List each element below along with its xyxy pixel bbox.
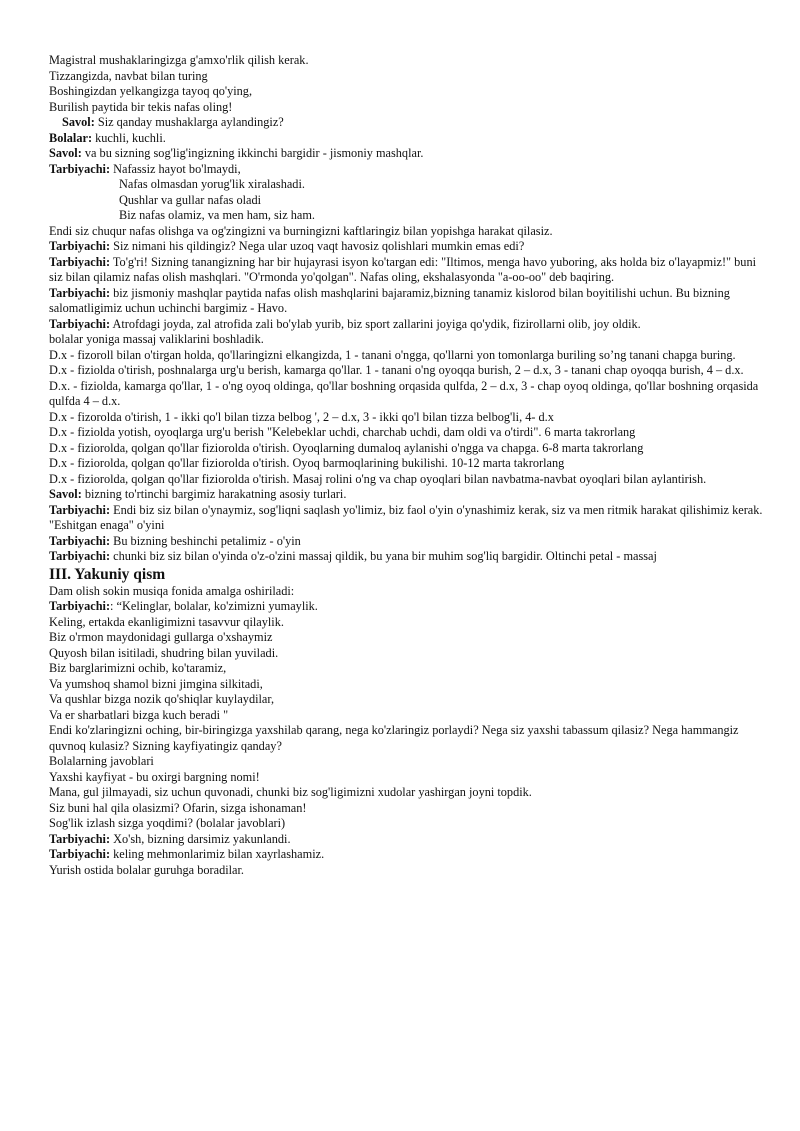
speaker-label: Savol: — [62, 115, 95, 129]
line-text: D.x. - fiziolda, kamarga qo'llar, 1 - o'ng oyoq oldinga, qo'llar boshning orqasida qulfda, 2 – d.x, 3 - chap oyoq oldinga, qo'llar boshning orqasida qulfda 4 – d.x. — [49, 378, 759, 408]
line-text: va bu sizning sog'lig'ingizning ikkinchi bargidir - jismoniy mashqlar. — [81, 146, 424, 160]
line-text: Endi siz chuqur nafas olishga va og'zingizni va burningizni kaftlaringiz bilan yopishga harakat qilasiz. — [49, 223, 553, 238]
speaker-label: Savol: — [49, 146, 82, 160]
paragraph-line — [49, 630, 771, 646]
section-heading: III. Yakuniy qism — [49, 565, 166, 583]
line-text: Tizzangizda, navbat bilan turing — [49, 68, 208, 83]
paragraph-line — [49, 84, 771, 100]
paragraph-line — [49, 162, 771, 178]
line-text: keling mehmonlarimiz bilan xayrlashamiz. — [110, 847, 325, 861]
line-text: D.x - fiziolda o'tirish, poshnalarga urg'u berish, kamarga qo'llar. 1 - tanani o'ng oyoqqa burish, 2 – d.x, 3 - tanani chap oyoqqa burish, 4 – d.x. — [49, 363, 744, 377]
paragraph-line — [49, 723, 771, 754]
document-body — [49, 53, 771, 878]
line-text: Siz qanday mushaklarga aylandingiz? — [94, 115, 284, 129]
paragraph-line — [49, 255, 771, 286]
line-text: Xo'sh, bizning darsimiz yakunlandi. — [110, 831, 291, 846]
paragraph-line — [49, 708, 771, 724]
paragraph-line — [49, 286, 771, 317]
paragraph-line — [49, 677, 771, 693]
line-text: Yaxshi kayfiyat - bu oxirgi bargning nomi! — [49, 769, 260, 784]
line-text: D.x - fizoroll bilan o'tirgan holda, qo'llaringizni elkangizda, 1 - tanani o'ngga, qo'llarni yon tomonlarga buriling so’ng tanani chapga buring. — [49, 347, 736, 362]
line-text: Bu bizning beshinchi petalimiz - o'yin — [110, 533, 301, 548]
paragraph-line — [49, 816, 771, 832]
paragraph-line — [49, 770, 771, 786]
line-text: Quyosh bilan isitiladi, shudring bilan yuviladi. — [49, 645, 279, 660]
paragraph-line — [49, 832, 771, 848]
paragraph-line — [49, 661, 771, 677]
speaker-label: Tarbiyachi: — [49, 502, 111, 517]
line-text: "Eshitgan enaga" o'yini — [49, 518, 165, 532]
line-text: Va er sharbatlari bizga kuch beradi " — [49, 707, 229, 722]
line-text: D.x - fizorolda o'tirish, 1 - ikki qo'l bilan tizza belbog ', 2 – d.x, 3 - ikki qo'l bilan tizza belbog'li, 4- d.x — [49, 409, 554, 424]
paragraph-line — [49, 379, 771, 410]
line-text: : “Kelinglar, bolalar, ko'zimizni yumaylik. — [110, 599, 318, 613]
line-text: Boshingizdan yelkangizga tayoq qo'ying, — [49, 84, 253, 98]
paragraph-line — [49, 146, 771, 162]
paragraph-line — [49, 534, 771, 550]
paragraph-line — [49, 615, 771, 631]
line-text: Endi ko'zlaringizni oching, bir-biringizga yaxshilab qarang, nega ko'zlaringiz porlaydi? Nega siz yaxshi tabassum qilasiz? Nega hammangiz quvnoq kulasiz? Sizning kayfiyatingiz qanday? — [49, 723, 739, 753]
line-text: Keling, ertakda ekanligimizni tasavvur qilaylik. — [49, 614, 284, 629]
line-text: D.x - fiziorolda, qolgan qo'llar fiziorolda o'tirish. Oyoq barmoqlarining bukilishi. 10-12 marta takrorlang — [49, 456, 565, 470]
paragraph-line — [49, 646, 771, 662]
line-text: Sog'lik izlash sizga yoqdimi? (bolalar javoblari) — [49, 816, 286, 830]
line-text: Va qushlar bizga nozik qo'shiqlar kuylaydilar, — [49, 692, 275, 706]
paragraph-line — [49, 363, 771, 379]
paragraph-line — [49, 239, 771, 255]
paragraph-line — [49, 599, 771, 615]
speaker-label: Tarbiyachi: — [49, 599, 111, 613]
paragraph-line — [49, 177, 771, 193]
line-text: Biz barglarimizni ochib, ko'taramiz, — [49, 661, 227, 675]
paragraph-line — [49, 410, 771, 426]
speaker-label: Tarbiyachi: — [49, 549, 111, 563]
line-text: Nafassiz hayot bo'lmaydi, — [110, 161, 241, 176]
paragraph-line — [49, 487, 771, 503]
paragraph-line — [49, 472, 771, 488]
line-text: D.x - fiziorolda, qolgan qo'llar fiziorolda o'tirish. Oyoqlarning dumaloq aylanishi o'ngga va chapga. 6-8 marta takrorlang — [49, 440, 644, 455]
line-text: D.x - fiziolda yotish, oyoqlarga urg'u berish "Kelebeklar uchdi, charchab uchdi, dam oldi va o'tirdi". 6 marta takrorlang — [49, 425, 636, 439]
line-text: Siz nimani his qildingiz? Nega ular uzoq vaqt havosiz qolishlari mumkin emas edi? — [110, 239, 525, 253]
paragraph-line — [49, 584, 771, 600]
speaker-label: Savol: — [49, 487, 82, 501]
paragraph-line — [49, 115, 771, 131]
line-text: Biz o'rmon maydonidagi gullarga o'xshaymiz — [49, 630, 273, 644]
speaker-label: Tarbiyachi: — [49, 831, 111, 846]
speaker-label: Tarbiyachi: — [49, 239, 111, 253]
paragraph-line — [49, 549, 771, 565]
line-text: chunki biz siz bilan o'yinda o'z-o'zini massaj qildik, bu yana bir muhim sog'liq bargidir. Oltinchi petal - massaj — [110, 549, 657, 563]
paragraph-line — [49, 332, 771, 348]
line-text: biz jismoniy mashqlar paytida nafas olish mashqlarini bajaramiz,bizning tanamiz kislorod bilan boyitilishi uchun. Bu bizning salomatligimiz uchun uchinchi bargimiz - Havo. — [49, 285, 730, 315]
paragraph-line — [49, 692, 771, 708]
paragraph-line — [49, 193, 771, 209]
section-conclusion — [49, 584, 771, 879]
paragraph-line — [49, 69, 771, 85]
line-text: bizning to'rtinchi bargimiz harakatning asosiy turlari. — [81, 487, 347, 501]
paragraph-line — [49, 348, 771, 364]
line-text: Biz nafas olamiz, va men ham, siz ham. — [119, 208, 316, 222]
paragraph-line — [49, 224, 771, 240]
speaker-label: Tarbiyachi: — [49, 316, 111, 331]
paragraph-line — [49, 801, 771, 817]
line-text: Dam olish sokin musiqa fonida amalga oshiriladi: — [49, 583, 295, 598]
paragraph-line — [49, 754, 771, 770]
line-text: kuchli, kuchli. — [92, 130, 166, 145]
line-text: To'g'ri! Sizning tanangizning har bir hujayrasi isyon ko'targan edi: "Iltimos, menga havo yuboring, aks holda biz o'layapmiz!" buni siz bilan qilamiz nafas olish mashqlari. "O'rmonda yo'qolgan". Nafas oling, ekshalasyonda "a-oo-oo" deb baqiring. — [49, 254, 757, 284]
line-text: D.x - fiziorolda, qolgan qo'llar fiziorolda o'tirish. Masaj rolini o'ng va chap oyoqlari bilan navbatma-navbat oyoqlari bilan aylantirish. — [49, 471, 707, 486]
paragraph-line — [49, 317, 771, 333]
line-text: Siz buni hal qila olasizmi? Ofarin, sizga ishonaman! — [49, 800, 307, 815]
paragraph-line — [49, 100, 771, 116]
section-exercises — [49, 53, 771, 565]
line-text: bolalar yoniga massaj valiklarini boshladik. — [49, 332, 264, 346]
speaker-label: Tarbiyachi: — [49, 847, 111, 861]
line-text: Yurish ostida bolalar guruhga boradilar. — [49, 862, 244, 877]
paragraph-line — [49, 425, 771, 441]
paragraph-line — [49, 208, 771, 224]
speaker-label: Tarbiyachi: — [49, 161, 111, 176]
line-text: Burilish paytida bir tekis nafas oling! — [49, 99, 233, 114]
line-text: Endi biz siz bilan o'ynaymiz, sog'liqni saqlash yo'limiz, biz faol o'yin o'ynashimiz kerak, siz va men ritmik harakat qilishimiz kerak. — [110, 502, 763, 517]
line-text: Mana, gul jilmayadi, siz uchun quvonadi, chunki biz sog'ligimizni xudolar yashirgan joyni topdik. — [49, 785, 532, 799]
line-text: Bolalarning javoblari — [49, 754, 154, 768]
speaker-label: Tarbiyachi: — [49, 254, 111, 269]
line-text: Nafas olmasdan yorug'lik xiralashadi. — [119, 177, 305, 191]
speaker-label: Tarbiyachi: — [49, 533, 111, 548]
paragraph-line — [49, 456, 771, 472]
paragraph-line — [49, 53, 771, 69]
line-text: Qushlar va gullar nafas oladi — [119, 192, 262, 207]
line-text: Magistral mushaklaringizga g'amxo'rlik qilish kerak. — [49, 53, 309, 67]
line-text: Va yumshoq shamol bizni jimgina silkitadi, — [49, 676, 263, 691]
paragraph-line — [49, 518, 771, 534]
paragraph-line — [49, 441, 771, 457]
speaker-label: Tarbiyachi: — [49, 285, 111, 300]
paragraph-line — [49, 785, 771, 801]
paragraph-line — [49, 131, 771, 147]
paragraph-line — [49, 847, 771, 863]
speaker-label: Bolalar: — [49, 130, 93, 145]
line-text: Atrofdagi joyda, zal atrofida zali bo'ylab yurib, biz sport zallarini joyiga qo'ydik, fizirollarni olib, joy oldik. — [110, 316, 641, 331]
paragraph-line — [49, 863, 771, 879]
paragraph-line — [49, 503, 771, 519]
